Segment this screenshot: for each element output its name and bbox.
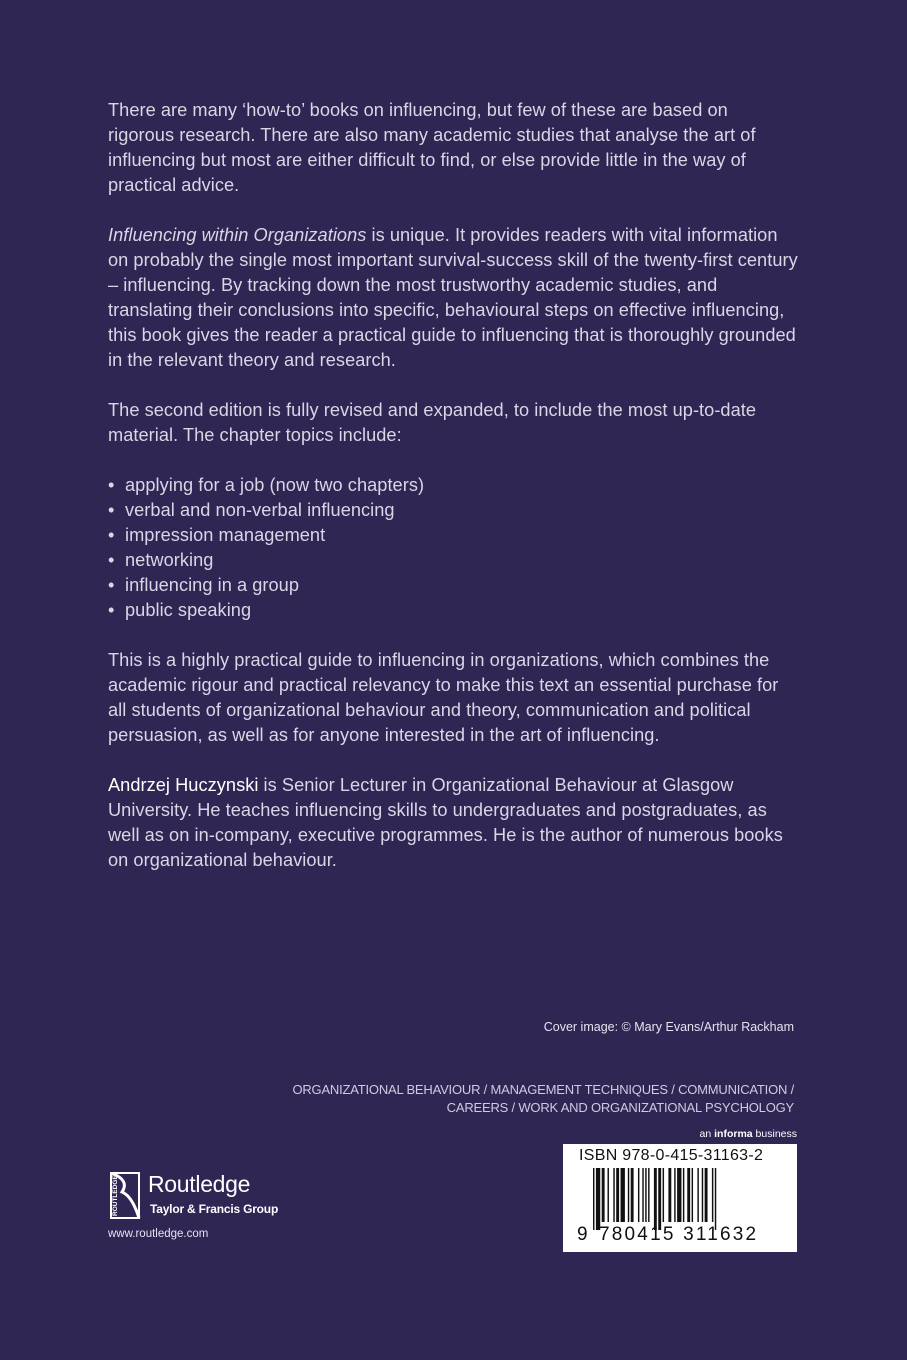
barcode-digits xyxy=(577,1224,758,1246)
topic-list xyxy=(108,473,798,623)
isbn-barcode xyxy=(563,1144,797,1252)
routledge-logo-icon xyxy=(108,1172,142,1219)
book-title: Influencing within Organizations xyxy=(108,225,367,245)
cover-image-credit: Cover image: © Mary Evans/Arthur Rackham xyxy=(543,1020,794,1034)
topic-item: • impression management xyxy=(108,523,798,548)
publisher-name: Routledge xyxy=(148,1171,251,1197)
barcode-digit-group: 780415 xyxy=(599,1224,676,1245)
informa-business-tag xyxy=(560,1128,797,1140)
isbn-label: ISBN 978-0-415-31163-2 xyxy=(579,1147,764,1164)
topic-item: • influencing in a group xyxy=(108,573,798,598)
blurb-paragraph-2 xyxy=(108,223,798,373)
blurb-paragraph-2-text: is unique. It provides readers with vital information on probably the single most important survival-success skill of the twenty-first century – influencing. By tracking down the most trustworthy academic studies, and translating their conclusions into specific, behavioural steps on effective influencing, this book gives the reader a practical guide to influencing that is thoroughly grounded in the relevant theory and research. xyxy=(108,225,798,370)
barcode-bars xyxy=(593,1168,779,1230)
author-bio-text: is Senior Lecturer in Organizational Behaviour at Glasgow University. He teaches influencing skills to undergraduates and postgraduates, as well as on in-company, executive programmes. He is the author of numerous books on organizational behaviour. xyxy=(108,775,783,870)
publisher-website[interactable]: www.routledge.com xyxy=(108,1228,209,1240)
blurb-paragraph-1: There are many ‘how-to’ books on influencing, but few of these are based on rigorous research. There are also many academic studies that analyse the art of influencing but most are either difficult to find, or else provide little in the way of practical advice. xyxy=(108,100,756,195)
blurb-text xyxy=(108,98,798,898)
informa-suffix: business xyxy=(752,1128,797,1140)
informa-brand: informa xyxy=(714,1128,753,1140)
informa-prefix: an xyxy=(699,1128,715,1140)
topic-item: • verbal and non-verbal influencing xyxy=(108,498,798,523)
barcode-digit-first: 9 xyxy=(577,1224,590,1245)
topic-item: • public speaking xyxy=(108,598,798,623)
subject-line: ORGANIZATIONAL BEHAVIOUR / MANAGEMENT TECHNIQUES / COMMUNICATION / xyxy=(292,1082,794,1097)
subject-categories xyxy=(194,1081,794,1116)
topic-item: • applying for a job (now two chapters) xyxy=(108,473,798,498)
topic-item: • networking xyxy=(108,548,798,573)
publisher-group: Taylor & Francis Group xyxy=(150,1202,279,1216)
barcode-digit-group: 311632 xyxy=(683,1224,759,1245)
blurb-paragraph-4: This is a highly practical guide to influencing in organizations, which combines the academic rigour and practical relevancy to make this text an essential purchase for all students of organizational behaviour and theory, communication and political persuasion, as well as for anyone interested in the art of influencing. xyxy=(108,650,779,745)
author-name: Andrzej Huczynski xyxy=(108,775,259,795)
author-bio xyxy=(108,773,798,873)
subject-line: CAREERS / WORK AND ORGANIZATIONAL PSYCHOLOGY xyxy=(446,1099,794,1115)
blurb-paragraph-3: The second edition is fully revised and expanded, to include the most up-to-date material. The chapter topics include: xyxy=(108,400,757,445)
routledge-vertical-mark: ROUTLEDGE xyxy=(112,1175,119,1216)
